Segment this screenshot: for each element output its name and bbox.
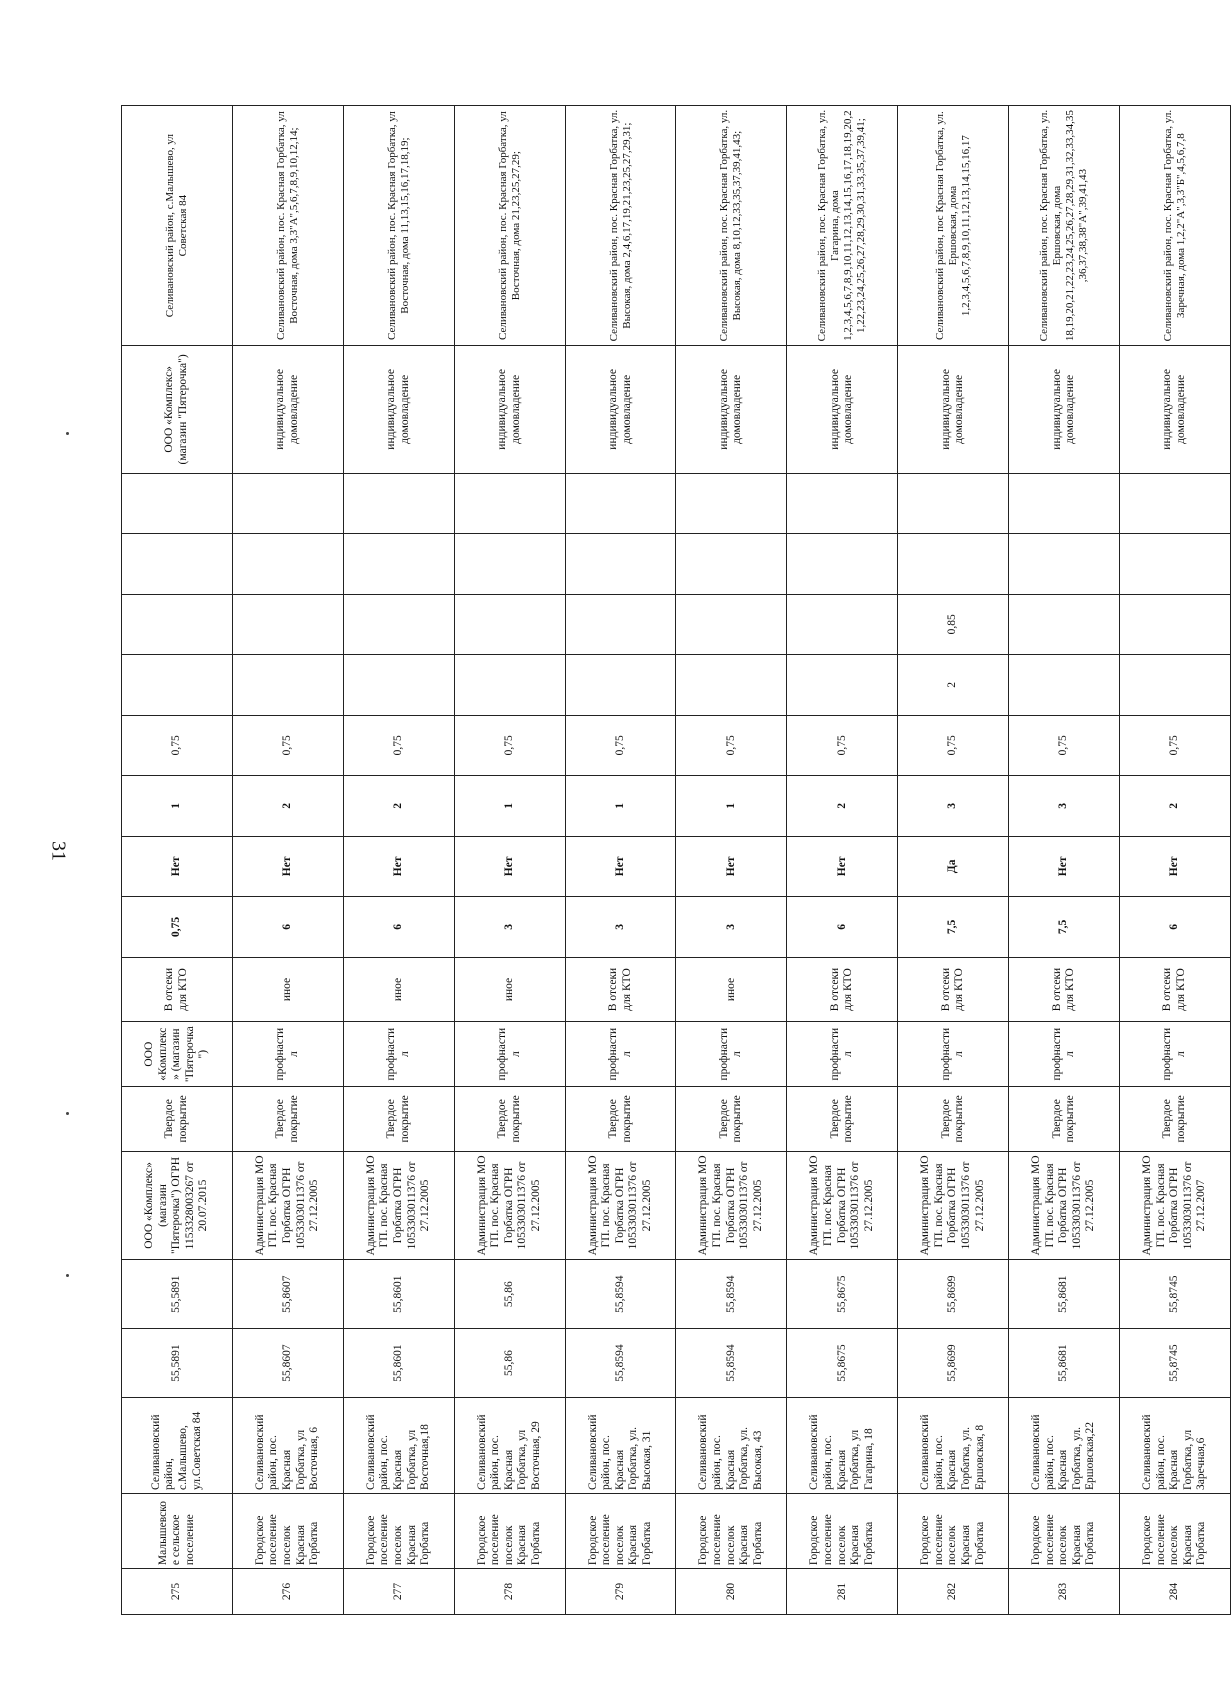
- cell-waste-type: В отсеки для КТО: [122, 957, 233, 1022]
- cell-owner: ООО «Комплекс» (магазин "Пятерочка") ОГРН 1153328003267 от 20.07.2015: [122, 1151, 233, 1260]
- cell-owner: Администрация МО ГП. пос. Красная Горбатка ОГРН 1053303011376 от 27.12.2005: [565, 1151, 676, 1260]
- cell-covered: Нет: [787, 836, 898, 897]
- cell-area: 6: [1120, 897, 1231, 958]
- cell-covered: Нет: [122, 836, 233, 897]
- scan-speck: [66, 432, 69, 435]
- cell-longitude: 55,8681: [1009, 1260, 1120, 1329]
- cell-row-number: 280: [676, 1569, 787, 1615]
- cell-area: 7,5: [898, 897, 1009, 958]
- cell-owner: Администрация МО ГП. пос. Красная Горбатка ОГРН 1053303011376 от 27.12.2005: [1009, 1151, 1120, 1260]
- cell-fence-material: профнастил: [565, 1022, 676, 1087]
- cell-latitude: 55,5891: [122, 1329, 233, 1398]
- cell-location-address: Селивановский район, пос. Красная Горбатка, ул. Ершовская, 8: [898, 1397, 1009, 1493]
- cell-covered: Нет: [565, 836, 676, 897]
- cell-container-volume: 0,75: [232, 715, 343, 776]
- cell-served-objects: Селивановский район, пос. Красная Горбатка, ул. Заречная, дома 1,2,2"А",3,3"Б",4,5,6,7,8: [1120, 106, 1231, 346]
- cell-covered: Нет: [1009, 836, 1120, 897]
- cell-longitude: 55,5891: [122, 1260, 233, 1329]
- cell-extra-count: [898, 534, 1009, 595]
- cell-surface-type: Твердое покрытие: [787, 1087, 898, 1152]
- cell-settlement: Городское поселение поселок Красная Горбатка: [1120, 1493, 1231, 1568]
- cell-location-address: Селивановский район, пос. Красная Горбатка, ул Заречная,6: [1120, 1397, 1231, 1493]
- scan-speck: [66, 1112, 69, 1115]
- cell-fence-material: профнастил: [676, 1022, 787, 1087]
- cell-row-number: 282: [898, 1569, 1009, 1615]
- cell-row-number: 275: [122, 1569, 233, 1615]
- cell-settlement: Малышевско е сельское поселение: [122, 1493, 233, 1568]
- cell-row-number: 284: [1120, 1569, 1231, 1615]
- cell-extra-count: [122, 534, 233, 595]
- cell-longitude: 55,86: [454, 1260, 565, 1329]
- cell-bunker-count: [122, 655, 233, 716]
- cell-location-address: Селивановский район, с.Малышево, ул.Советская 84: [122, 1397, 233, 1493]
- cell-bunker-count: 2: [898, 655, 1009, 716]
- cell-covered: Нет: [343, 836, 454, 897]
- cell-container-volume: 0,75: [343, 715, 454, 776]
- cell-latitude: 55,8699: [898, 1329, 1009, 1398]
- cell-covered: Нет: [676, 836, 787, 897]
- cell-waste-type: В отсеки для КТО: [1009, 957, 1120, 1022]
- cell-owner: Администрация МО ГП. пос. Красная Горбатка ОГРН 1053303011376 от 27.12.2007: [1120, 1151, 1231, 1260]
- cell-latitude: 55,8745: [1120, 1329, 1231, 1398]
- cell-container-count: 2: [232, 776, 343, 837]
- cell-waste-type: иное: [676, 957, 787, 1022]
- cell-served-objects: Селивановский район, пос. Красная Горбатка, ул. Гагарина, дома 1,2,3,4,5,6,7,8,9,10,11,12,13,14,15,16,17,18,19,20,21,22,23,24,25,26,27,28,29,30,31,33,35,37,39,41;: [787, 106, 898, 346]
- cell-served-objects: Селивановский район, пос. Красная Горбатка, ул Восточная, дома 11,13,15,16,17,18,19;: [343, 106, 454, 346]
- cell-row-number: 283: [1009, 1569, 1120, 1615]
- cell-owner: Администрация МО ГП. пос. Красная Горбатка ОГРН 1053303011376 от 27.12.2005: [676, 1151, 787, 1260]
- cell-bunker-count: [565, 655, 676, 716]
- cell-area: 3: [454, 897, 565, 958]
- table-row: [898, 106, 1009, 1615]
- cell-extra-count: [1120, 534, 1231, 595]
- cell-waste-source: ООО «Комплекс» (магазин "Пятерочка"): [122, 346, 233, 473]
- cell-waste-source: индивидуальное домовладение: [1009, 346, 1120, 473]
- cell-bunker-volume: [1009, 594, 1120, 655]
- cell-owner: Администрация МО ГП. пос Красная Горбатка ОГРН 1053303011376 от 27.12.2005: [787, 1151, 898, 1260]
- cell-surface-type: Твердое покрытие: [898, 1087, 1009, 1152]
- cell-waste-type: В отсеки для КТО: [898, 957, 1009, 1022]
- cell-location-address: Селивановский район, пос. Красная Горбатка, ул Гагарина, 18: [787, 1397, 898, 1493]
- cell-bunker-volume: [565, 594, 676, 655]
- cell-waste-type: иное: [454, 957, 565, 1022]
- cell-area: 6: [787, 897, 898, 958]
- cell-fence-material: профнастил: [343, 1022, 454, 1087]
- cell-waste-source: индивидуальное домовладение: [676, 346, 787, 473]
- cell-row-number: 276: [232, 1569, 343, 1615]
- scan-speck: [66, 1274, 69, 1277]
- cell-surface-type: Твердое покрытие: [232, 1087, 343, 1152]
- cell-latitude: 55,86: [454, 1329, 565, 1398]
- cell-row-number: 279: [565, 1569, 676, 1615]
- table-row: [787, 106, 898, 1615]
- cell-bunker-count: [787, 655, 898, 716]
- cell-fence-material: ООО «Комплекс » (магазин "Пятерочка "): [122, 1022, 233, 1087]
- cell-settlement: Городское поселение поселок Красная Горбатка: [787, 1493, 898, 1568]
- cell-served-objects: Селивановский район, с.Малышево, ул Советская 84: [122, 106, 233, 346]
- cell-settlement: Городское поселение поселок Красная Горбатка: [343, 1493, 454, 1568]
- cell-container-volume: 0,75: [787, 715, 898, 776]
- cell-fence-material: профнастил: [232, 1022, 343, 1087]
- page-number: 31: [47, 841, 70, 861]
- cell-row-number: 281: [787, 1569, 898, 1615]
- cell-location-address: Селивановский район, пос. Красная Горбатка, ул Восточная,18: [343, 1397, 454, 1493]
- table-row: [1009, 106, 1120, 1615]
- cell-owner: Администрация МО ГП. пос. Красная Горбатка ОГРН 1053303011376 от 27.12.2005: [343, 1151, 454, 1260]
- table-row: [1120, 106, 1231, 1615]
- cell-row-number: 278: [454, 1569, 565, 1615]
- cell-extra-count: [232, 534, 343, 595]
- cell-extra-volume: [122, 473, 233, 534]
- cell-extra-volume: [898, 473, 1009, 534]
- cell-container-volume: 0,75: [898, 715, 1009, 776]
- table-row: [676, 106, 787, 1615]
- cell-covered: Да: [898, 836, 1009, 897]
- cell-extra-volume: [1120, 473, 1231, 534]
- cell-location-address: Селивановский район, пос. Красная Горбатка, ул. Высокая, 43: [676, 1397, 787, 1493]
- cell-bunker-count: [1120, 655, 1231, 716]
- cell-container-volume: 0,75: [454, 715, 565, 776]
- cell-container-volume: 0,75: [1120, 715, 1231, 776]
- cell-served-objects: Селивановский район, пос. Красная Горбатка, ул Восточная, дома 21,23,25,27,29;: [454, 106, 565, 346]
- cell-extra-volume: [787, 473, 898, 534]
- cell-bunker-count: [676, 655, 787, 716]
- cell-container-count: 1: [454, 776, 565, 837]
- cell-location-address: Селивановский район, пос. Красная Горбатка, ул. Ершовская,22: [1009, 1397, 1120, 1493]
- cell-location-address: Селивановский район, пос. Красная Горбатка, ул Восточная, 29: [454, 1397, 565, 1493]
- cell-surface-type: Твердое покрытие: [343, 1087, 454, 1152]
- cell-container-count: 3: [1009, 776, 1120, 837]
- cell-container-count: 2: [343, 776, 454, 837]
- cell-covered: Нет: [232, 836, 343, 897]
- cell-bunker-count: [232, 655, 343, 716]
- cell-container-volume: 0,75: [122, 715, 233, 776]
- cell-served-objects: Селивановский район, пос. Красная Горбатка, ул. Ершовская, дома 18,19,20,21,22,23,24,25,26,27,28,29,31,32,33,34,35,36,37,38,38"А",39,41,43: [1009, 106, 1120, 346]
- cell-surface-type: Твердое покрытие: [1009, 1087, 1120, 1152]
- cell-extra-count: [454, 534, 565, 595]
- cell-waste-source: индивидуальное домовладение: [232, 346, 343, 473]
- cell-owner: Администрация МО ГП. пос. Красная Горбатка ОГРН 1053303011376 от 27.12.2005: [454, 1151, 565, 1260]
- cell-extra-count: [676, 534, 787, 595]
- cell-container-count: 1: [122, 776, 233, 837]
- cell-surface-type: Твердое покрытие: [676, 1087, 787, 1152]
- cell-longitude: 55,8607: [232, 1260, 343, 1329]
- cell-extra-volume: [565, 473, 676, 534]
- registry-table: [121, 105, 1231, 1615]
- cell-container-volume: 0,75: [565, 715, 676, 776]
- table-row: [565, 106, 676, 1615]
- cell-settlement: Городское поселение поселок Красная Горбатка: [565, 1493, 676, 1568]
- cell-area: 3: [676, 897, 787, 958]
- cell-area: 3: [565, 897, 676, 958]
- rotated-table-wrapper: [121, 105, 1231, 1615]
- cell-covered: Нет: [454, 836, 565, 897]
- cell-bunker-volume: [343, 594, 454, 655]
- cell-bunker-volume: [676, 594, 787, 655]
- cell-served-objects: Селивановский район, пос. Красная Горбатка, ул Восточная, дома 3,3"А",5,6,7,8,9,10,12,14;: [232, 106, 343, 346]
- cell-settlement: Городское поселение поселок Красная Горбатка: [1009, 1493, 1120, 1568]
- cell-bunker-volume: [1120, 594, 1231, 655]
- cell-latitude: 55,8594: [676, 1329, 787, 1398]
- cell-latitude: 55,8601: [343, 1329, 454, 1398]
- cell-extra-volume: [1009, 473, 1120, 534]
- cell-surface-type: Твердое покрытие: [1120, 1087, 1231, 1152]
- cell-waste-source: индивидуальное домовладение: [787, 346, 898, 473]
- cell-bunker-volume: [232, 594, 343, 655]
- cell-waste-source: индивидуальное домовладение: [565, 346, 676, 473]
- cell-settlement: Городское поселение поселок Красная Горбатка: [232, 1493, 343, 1568]
- cell-extra-volume: [232, 473, 343, 534]
- cell-location-address: Селивановский район, пос. Красная Горбатка, ул. Высокая, 31: [565, 1397, 676, 1493]
- cell-bunker-count: [454, 655, 565, 716]
- cell-owner: Администрация МО ГП. пос. Красная Горбатка ОГРН 1053303011376 от 27.12.2005: [898, 1151, 1009, 1260]
- cell-longitude: 55,8745: [1120, 1260, 1231, 1329]
- cell-bunker-volume: 0,85: [898, 594, 1009, 655]
- cell-fence-material: профнастил: [787, 1022, 898, 1087]
- cell-container-count: 3: [898, 776, 1009, 837]
- cell-extra-volume: [454, 473, 565, 534]
- cell-waste-type: В отсеки для КТО: [565, 957, 676, 1022]
- cell-settlement: Городское поселение поселок Красная Горбатка: [676, 1493, 787, 1568]
- cell-area: 0,75: [122, 897, 233, 958]
- table-row: [232, 106, 343, 1615]
- cell-covered: Нет: [1120, 836, 1231, 897]
- cell-extra-volume: [676, 473, 787, 534]
- table-row: [454, 106, 565, 1615]
- cell-container-count: 2: [787, 776, 898, 837]
- table-row: [343, 106, 454, 1615]
- cell-fence-material: профнастил: [454, 1022, 565, 1087]
- cell-surface-type: Твердое покрытие: [565, 1087, 676, 1152]
- cell-served-objects: Селивановский район, пос. Красная Горбатка, ул. Высокая, дома 2,4,6,17,19,21,23,25,27,29,31;: [565, 106, 676, 346]
- cell-waste-type: В отсеки для КТО: [787, 957, 898, 1022]
- cell-longitude: 55,8601: [343, 1260, 454, 1329]
- cell-extra-volume: [343, 473, 454, 534]
- cell-settlement: Городское поселение поселок Красная Горбатка: [454, 1493, 565, 1568]
- cell-area: 6: [232, 897, 343, 958]
- cell-extra-count: [565, 534, 676, 595]
- cell-location-address: Селивановский район, пос. Красная Горбатка, ул Восточная, 6: [232, 1397, 343, 1493]
- cell-bunker-volume: [454, 594, 565, 655]
- cell-fence-material: профнастил: [898, 1022, 1009, 1087]
- cell-waste-type: иное: [343, 957, 454, 1022]
- cell-area: 7,5: [1009, 897, 1120, 958]
- cell-extra-count: [343, 534, 454, 595]
- cell-container-count: 2: [1120, 776, 1231, 837]
- cell-bunker-count: [343, 655, 454, 716]
- cell-longitude: 55,8594: [565, 1260, 676, 1329]
- cell-row-number: 277: [343, 1569, 454, 1615]
- cell-extra-count: [1009, 534, 1120, 595]
- table-row: [122, 106, 233, 1615]
- cell-latitude: 55,8594: [565, 1329, 676, 1398]
- cell-longitude: 55,8699: [898, 1260, 1009, 1329]
- cell-fence-material: профнастил: [1009, 1022, 1120, 1087]
- cell-container-count: 1: [565, 776, 676, 837]
- cell-container-volume: 0,75: [676, 715, 787, 776]
- cell-surface-type: Твердое покрытие: [122, 1087, 233, 1152]
- cell-served-objects: Селивановский район, пос. Красная Горбатка, ул. Высокая, дома 8,10,12,33,35,37,39,41,43;: [676, 106, 787, 346]
- cell-latitude: 55,8607: [232, 1329, 343, 1398]
- cell-latitude: 55,8681: [1009, 1329, 1120, 1398]
- cell-bunker-count: [1009, 655, 1120, 716]
- cell-bunker-volume: [787, 594, 898, 655]
- cell-fence-material: профнастил: [1120, 1022, 1231, 1087]
- cell-container-count: 1: [676, 776, 787, 837]
- cell-surface-type: Твердое покрытие: [454, 1087, 565, 1152]
- cell-waste-source: индивидуальное домовладение: [1120, 346, 1231, 473]
- cell-settlement: Городское поселение поселок Красная Горбатка: [898, 1493, 1009, 1568]
- cell-longitude: 55,8594: [676, 1260, 787, 1329]
- cell-latitude: 55,8675: [787, 1329, 898, 1398]
- cell-served-objects: Селивановский район, пос Красная Горбатка, ул. Ершовская, дома 1,2,3,4,5,6,7,8,9,10,11,12,13,14,15,16,17: [898, 106, 1009, 346]
- cell-bunker-volume: [122, 594, 233, 655]
- cell-owner: Администрация МО ГП. пос. Красная Горбатка ОГРН 1053303011376 от 27.12.2005: [232, 1151, 343, 1260]
- cell-waste-type: иное: [232, 957, 343, 1022]
- cell-waste-source: индивидуальное домовладение: [454, 346, 565, 473]
- cell-container-volume: 0,75: [1009, 715, 1120, 776]
- cell-waste-type: В отсеки для КТО: [1120, 957, 1231, 1022]
- cell-waste-source: индивидуальное домовладение: [898, 346, 1009, 473]
- cell-extra-count: [787, 534, 898, 595]
- cell-area: 6: [343, 897, 454, 958]
- cell-waste-source: индивидуальное домовладение: [343, 346, 454, 473]
- cell-longitude: 55,8675: [787, 1260, 898, 1329]
